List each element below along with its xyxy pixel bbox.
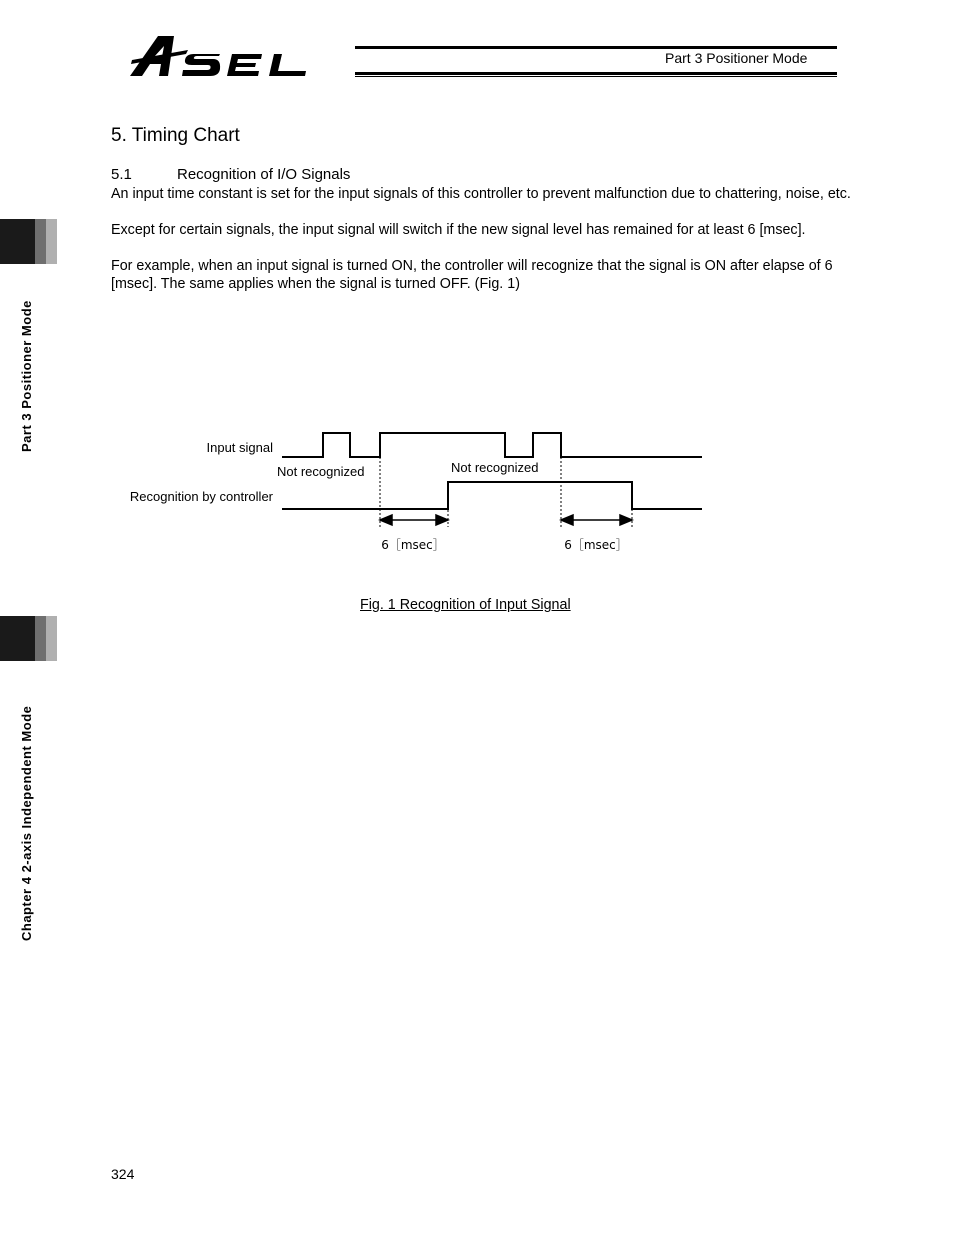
header-rule-thin	[355, 76, 837, 77]
asel-logo	[128, 34, 350, 80]
input-signal-waveform	[282, 433, 702, 457]
section-title: 5. Timing Chart	[111, 125, 240, 146]
timing-chart	[0, 400, 954, 560]
paragraph-2: Except for certain signals, the input signal will switch if the new signal level has remained for at least 6 [msec].	[111, 222, 806, 238]
paragraph-3: For example, when an input signal is turned ON, the controller will recognize that the signal is ON after elapse of 6 [msec]. The same applies when the signal is turned OFF. (Fig. 1)	[111, 258, 833, 292]
delay-label-left: 6［msec］	[381, 538, 445, 552]
input-signal-label: Input signal	[206, 440, 273, 455]
side-tab-part	[0, 219, 57, 264]
paragraph-1: An input time constant is set for the input signals of this controller to prevent malfunction due to chattering, noise, etc.	[111, 186, 851, 202]
recognition-waveform	[282, 482, 702, 509]
header-part-label: Part 3 Positioner Mode	[665, 50, 808, 66]
not-recognized-left: Not recognized	[277, 464, 365, 479]
page-number: 324	[111, 1166, 135, 1182]
side-label-part: Part 3 Positioner Mode	[19, 300, 34, 452]
subsection-title: Recognition of I/O Signals	[177, 166, 351, 183]
side-tab-chapter	[0, 616, 57, 661]
side-label-chapter: Chapter 4 2-axis Independent Mode	[19, 705, 34, 941]
subsection-number: 5.1	[111, 166, 132, 183]
delay-label-right: 6［msec］	[564, 538, 628, 552]
recognition-label: Recognition by controller	[129, 489, 273, 504]
figure-caption: Fig. 1 Recognition of Input Signal	[360, 597, 571, 613]
not-recognized-right: Not recognized	[451, 460, 539, 475]
header-rule-top	[355, 46, 837, 49]
header-rule-bottom	[355, 72, 837, 75]
